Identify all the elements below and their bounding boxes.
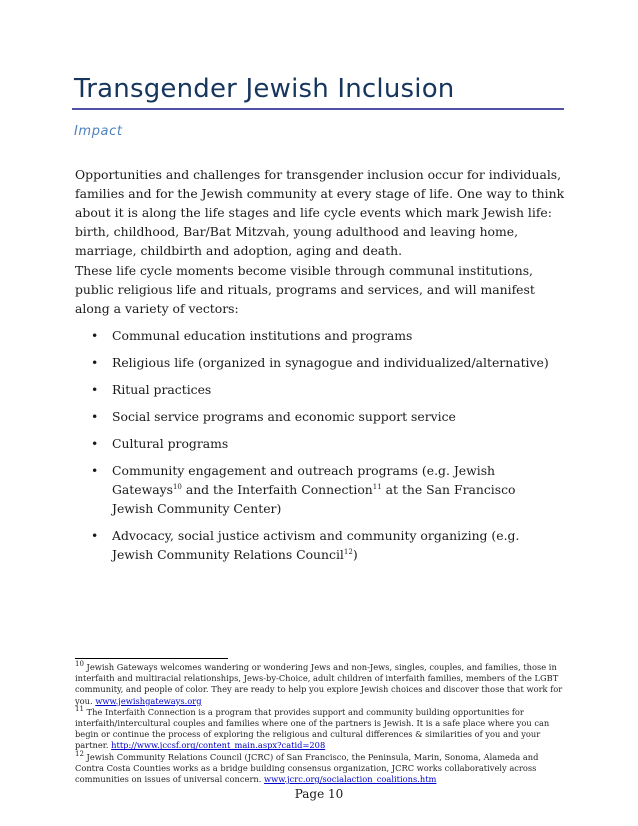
footnote-ref-11[interactable]: 11 — [372, 482, 382, 491]
list-item — [75, 326, 555, 345]
footnote-number: 12 — [75, 749, 84, 758]
footnote-ref-12[interactable]: 12 — [343, 547, 353, 556]
title-underline — [72, 108, 564, 110]
list-item-text: ) — [352, 547, 358, 562]
footnote-link[interactable]: www.jcrc.org/socialaction_coalitions.htm — [264, 774, 437, 785]
list-item-text: Communal education institutions and programs — [112, 328, 413, 343]
vectors-list — [75, 326, 555, 572]
footnote-ref-10[interactable]: 10 — [172, 482, 182, 491]
list-item — [75, 380, 555, 399]
bullet-icon: • — [91, 463, 99, 478]
document-title: Transgender Jewish Inclusion — [74, 74, 455, 104]
list-item — [75, 526, 555, 564]
footnote-number: 10 — [75, 660, 84, 669]
bullet-icon: • — [91, 382, 99, 397]
footnote-separator — [75, 658, 228, 659]
footnote-text: Jewish Gateways welcomes wandering or wondering Jews and non-Jews, singles, couples, and families, those in interfaith and multiracial relationships, Jews-by-Choice, adult children of interfaith families, members of the LGBT community, and people of color. They are ready to help you explore Jewish choices and discover those that work for you. — [75, 662, 563, 706]
footnotes — [75, 662, 567, 785]
list-item-text: and the Interfaith Connection — [181, 482, 373, 497]
footnote-text: The Interfaith Connection is a program that provides support and community building opportunities for interfaith/intercultural couples and families where one of the partners is Jewish. It is a safe place where you can begin or continue the process of exploring the religious and cultural differences & similarities of you and your partner. — [75, 706, 550, 751]
list-item — [75, 407, 555, 426]
footnote-12 — [75, 749, 567, 786]
bullet-icon: • — [91, 328, 99, 343]
list-item — [75, 434, 555, 453]
list-item — [75, 461, 555, 518]
section-subtitle: Impact — [74, 124, 123, 139]
footnote-11 — [75, 707, 567, 752]
list-item-text: Advocacy, social justice activism and community organizing (e.g. Jewish Community Relations Council — [112, 528, 520, 562]
page-number: Page 10 — [294, 787, 344, 801]
vectors-paragraph: These life cycle moments become visible through communal institutions, public religious life and rituals, programs and services, and will manifest along a variety of vectors: — [75, 263, 535, 316]
footnote-number: 11 — [75, 705, 84, 714]
footnote-link[interactable]: www.jewishgateways.org — [95, 695, 202, 706]
footnote-text: Jewish Community Relations Council (JCRC) of San Francisco, the Peninsula, Marin, Sonoma, Alameda and Contra Costa Counties works as a bridge building consensus organization, JCRC works collaboratively across communities on issues of universal concern. — [75, 751, 539, 785]
footnote-10 — [75, 662, 567, 707]
intro-paragraph: Opportunities and challenges for transgender inclusion occur for individuals, families and for the Jewish community at every stage of life. One way to think about it is along the life stages and life cycle events which mark Jewish life: birth, childhood, Bar/Bat Mitzvah, young adulthood and leaving home, marriage, childbirth and adoption, aging and death. — [75, 167, 565, 258]
list-item-text: at the San Francisco Jewish Community Center) — [112, 482, 516, 516]
bullet-icon: • — [91, 409, 99, 424]
list-item-text: Cultural programs — [112, 436, 229, 451]
bullet-icon: • — [91, 355, 99, 370]
list-item-text: Religious life (organized in synagogue and individualized/alternative) — [112, 355, 549, 370]
list-item — [75, 353, 555, 372]
footnote-link[interactable]: http://www.jccsf.org/content_main.aspx?catid=208 — [111, 740, 326, 751]
bullet-icon: • — [91, 528, 99, 543]
list-item-text: Ritual practices — [112, 382, 212, 397]
list-item-text: Community engagement and outreach programs (e.g. Jewish Gateways — [112, 463, 496, 497]
bullet-icon: • — [91, 436, 99, 451]
list-item-text: Social service programs and economic support service — [112, 409, 456, 424]
